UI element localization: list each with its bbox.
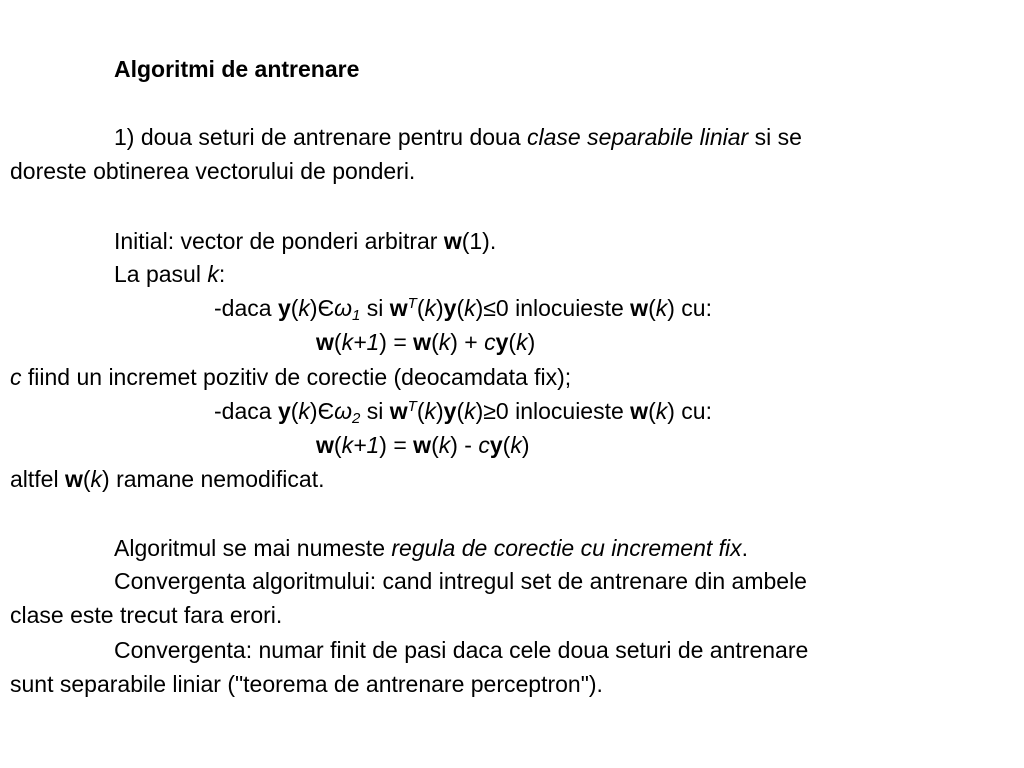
otherwise-line: altfel w(k) ramane nemodificat.	[10, 466, 325, 492]
case1-condition: -daca $y(k)Є\omega_1$ si $w^T(k)y(k)\le 0$ inlocuieste w(k) cu:	[214, 295, 712, 324]
c-definition: c fiind un incremet pozitiv de corectie (deocamdata fix);	[10, 364, 572, 390]
case2-update-formula: w(k+1) = w(k) - cy(k)	[316, 432, 530, 458]
initial-line: Initial: vector de ponderi arbitrar w(1).	[114, 228, 497, 254]
convergence1-line1: Convergenta algoritmului: cand intregul set de antrenare din ambele	[114, 568, 807, 594]
algorithm-name-line: Algoritmul se mai numeste regula de corectie cu increment fix.	[114, 535, 749, 561]
case2-condition: -daca $y(k)Є\omega_2$ si $w^T(k)y(k)\ge 0$ inlocuieste w(k) cu:	[214, 398, 712, 427]
convergence1-line2: clase este trecut fara erori.	[10, 602, 283, 628]
para1-line1: 1) doua seturi de antrenare pentru doua clase separabile liniar si se	[114, 124, 802, 150]
para1-line2: doreste obtinerea vectorului de ponderi.	[10, 158, 416, 184]
slide-title: Algoritmi de antrenare	[114, 56, 360, 82]
case1-update-formula: w(k+1) = w(k) + cy(k)	[316, 329, 536, 355]
step-line: La pasul k:	[114, 261, 226, 287]
convergence2-line1: Convergenta: numar finit de pasi daca cele doua seturi de antrenare	[114, 637, 809, 663]
convergence2-line2: sunt separabile liniar ("teorema de antrenare perceptron").	[10, 671, 603, 697]
